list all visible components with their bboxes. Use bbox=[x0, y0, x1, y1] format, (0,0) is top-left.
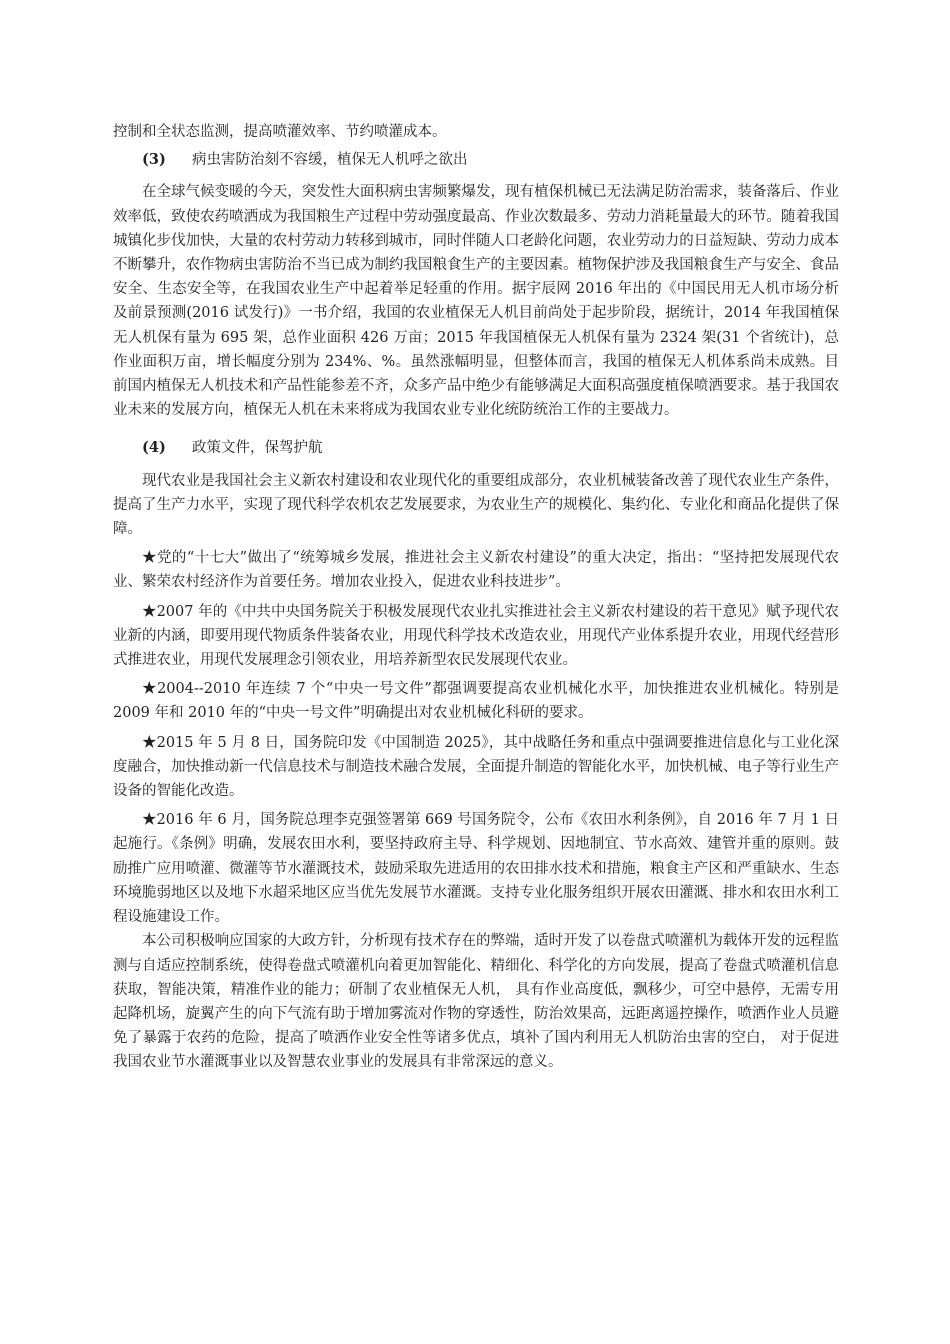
section-title: 政策文件，保驾护航 bbox=[192, 440, 323, 457]
paragraph-policy-2004-2010: ★2004--2010 年连续 7 个“中央一号文件”都强调要提高农业机械化水平，加快推进农业机械化。特别是 2009 年和 2010 年的“中央一号文件”明确提出对农业机械化科研的要求。 bbox=[113, 681, 839, 722]
paragraph-pest-control: 在全球气候变暖的今天，突发性大面积病虫害频繁爆发，现有植保机械已无法满足防治需求，装备落后、作业效率低，致使农药喷洒成为我国粮生产过程中劳动强度最高、作业次数最多、劳动力消耗量最大的环节。随着我国城镇化步伐加快，大量的农村劳动力转移到城市，同时伴随人口老龄化问题，农业劳动力的日益短缺、劳动力成本不断攀升，农作物病虫害防治不当已成为制约我国粮食生产的主要因素。植物保护涉及我国粮食生产与安全、食品安全、生态安全等，在我国农业生产中起着举足轻重的作用。据宇辰网 2016 年出的《中国民用无人机市场分析及前景预测(2016 试发行)》一书介绍，我国的农业植保无人机目前尚处于起步阶段，据统计，2014 年我国植保无人机保有量为 695 架，总作业面积 426 万亩；2015 年我国植保无人机保有量为 2324 架(31 个省统计)，总作业面积万亩，增长幅度分别为 234%、%。虽然涨幅明显，但整体而言，我国的植保无人机体系尚未成熟。目前国内植保无人机技术和产品性能参差不齐，众多产品中绝少有能够满足大面积高强度植保喷洒要求。基于我国农业未来的发展方向，植保无人机在未来将成为我国农业专业化统防统治工作的主要战力。 bbox=[113, 184, 839, 419]
paragraph-modern-agriculture: 现代农业是我国社会主义新农村建设和农业现代化的重要组成部分，农业机械装备改善了现代农业生产条件，提高了生产力水平，实现了现代科学农机农艺发展要求，为农业生产的规模化、集约化、专业化和商品化提供了保障。 bbox=[113, 472, 839, 538]
paragraph-continuation: 控制和全状态监测，提高喷灌效率、节约喷灌成本。 bbox=[113, 124, 447, 140]
paragraph-policy-17th-congress: ★党的“十七大”做出了“统筹城乡发展，推进社会主义新农村建设”的重大决定，指出：“坚持把发展现代农业、繁荣农村经济作为首要任务。增加农业投入，促进农业科技进步”。 bbox=[113, 550, 839, 591]
paragraph-company: 本公司积极响应国家的大政方针，分析现有技术存在的弊端，适时开发了以卷盘式喷灌机为载体开发的远程监测与自适应控制系统，使得卷盘式喷灌机向着更加智能化、精细化、科学化的方向发展，提高了卷盘式喷灌机信息获取，智能决策，精准作业的能力；研制了农业植保无人机， 具有作业高度低，飘移少，可空中悬停，无需专用起降机场，旋翼产生的向下气流有助于增加雾流对作物的穿透性，防治效果高，远距离遥控操作，喷洒作业人员避免了暴露于农药的危险，提高了喷洒作业安全性等诸多优点，填补了国内利用无人机防治虫害的空白， 对于促进我国农业节水灌溉事业以及智慧农业事业的发展具有非常深远的意义。 bbox=[113, 933, 839, 1071]
section-number: (4) bbox=[142, 439, 166, 457]
section-title: 病虫害防治刻不容缓，植保无人机呼之欲出 bbox=[192, 152, 468, 169]
paragraph-policy-2016: ★2016 年 6 月，国务院总理李克强签署第 669 号国务院令，公布《农田水利条例》，自 2016 年 7 月 1 日起施行。《条例》明确，发展农田水利，要坚持政府主导、科学规划、因地制宜、节水高效、建管并重的原则。鼓励推广应用喷灌、微灌等节水灌溉技术，鼓励采取先进适用的农田排水技术和措施，粮食主产区和严重缺水、生态环境脆弱地区以及地下水超采地区应当优先发展节水灌溉。支持专业化服务组织开展农田灌溉、排水和农田水利工程设施建设工作。 bbox=[113, 812, 839, 926]
section-heading-4 bbox=[113, 436, 839, 460]
section-number: (3) bbox=[142, 151, 166, 169]
document-body bbox=[113, 120, 839, 1075]
section-heading-3 bbox=[113, 148, 839, 172]
paragraph-policy-2015: ★2015 年 5 月 8 日，国务院印发《中国制造 2025》，其中战略任务和重点中强调要推进信息化与工业化深度融合，加快推动新一代信息技术与制造技术融合发展，全面提升制造的智能化水平，加快机械、电子等行业生产设备的智能化改造。 bbox=[113, 734, 839, 800]
paragraph-policy-2007: ★2007 年的《中共中央国务院关于积极发展现代农业扎实推进社会主义新农村建设的若干意见》赋予现代农业新的内涵，即要用现代物质条件装备农业，用现代科学技术改造农业，用现代产业体系提升农业，用现代经营形式推进农业，用现代发展理念引领农业，用培养新型农民发展现代农业。 bbox=[113, 603, 839, 669]
